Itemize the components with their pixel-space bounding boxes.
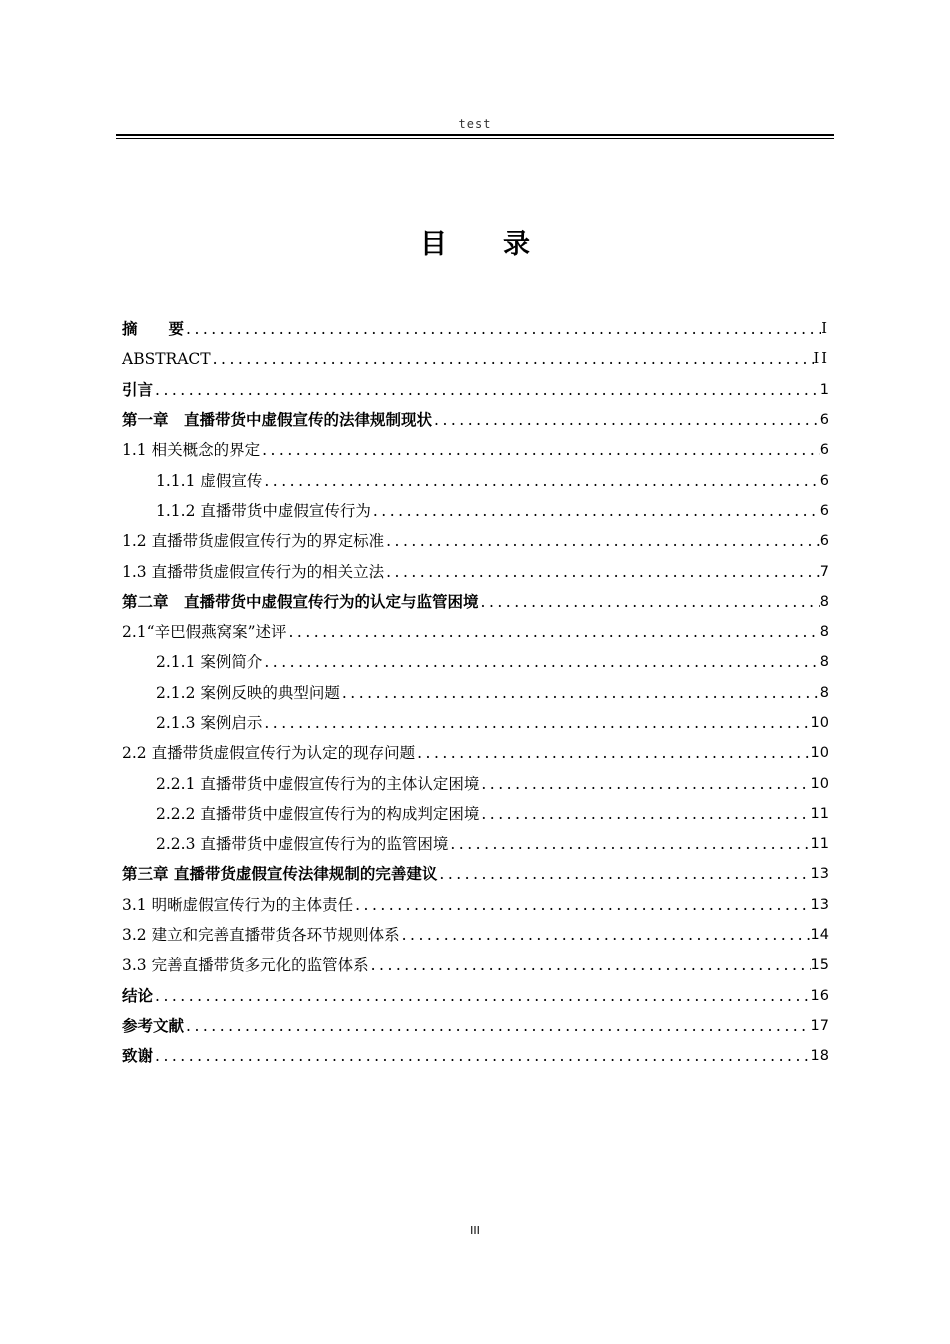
- toc-entry-page-number: II: [813, 351, 829, 368]
- toc-entry-label: 参考文献: [122, 1016, 185, 1035]
- toc-entry-page-number: 15: [810, 957, 829, 974]
- toc-entry[interactable]: [122, 465, 829, 495]
- toc-dot-leader: [260, 435, 820, 465]
- toc-entry-label: 2.2.2 直播带货中虚假宣传行为的构成判定困境: [156, 804, 480, 823]
- toc-entry[interactable]: [122, 799, 829, 829]
- toc-entry-page-number: 1: [819, 381, 829, 398]
- toc-entry-page-number: 6: [819, 502, 829, 519]
- toc-entry-page-number: 8: [819, 684, 829, 701]
- toc-entry-label: 第一章 直播带货中虚假宣传的法律规制现状: [122, 411, 433, 430]
- toc-entry[interactable]: [122, 708, 829, 738]
- toc-entry-label: 1.1.1 虚假宣传: [156, 471, 263, 490]
- toc-dot-leader: [369, 950, 811, 980]
- toc-entry-page-number: 11: [810, 836, 829, 853]
- toc-entry-page-number: 14: [810, 927, 829, 944]
- toc-entry-page-number: 11: [810, 805, 829, 822]
- toc-entry[interactable]: [122, 1011, 829, 1041]
- toc-entry[interactable]: [122, 920, 829, 950]
- header-rule-thick: [116, 134, 834, 136]
- footer-page-number: III: [470, 1224, 480, 1237]
- toc-entry-label: 1.3 直播带货虚假宣传行为的相关立法: [122, 562, 385, 581]
- toc-dot-leader: [384, 557, 820, 587]
- toc-entry[interactable]: [122, 405, 829, 435]
- toc-entry-label: 2.2.3 直播带货中虚假宣传行为的监管困境: [156, 835, 449, 854]
- toc-dot-leader: [415, 738, 810, 768]
- toc-entry-page-number: 8: [819, 624, 829, 641]
- toc-entry-label: 第二章 直播带货中虚假宣传行为的认定与监管困境: [122, 592, 479, 611]
- toc-dot-leader: [340, 678, 820, 708]
- toc-dot-leader: [479, 769, 810, 799]
- toc-entry[interactable]: [122, 314, 829, 344]
- toc-entry-label: 1.1.2 直播带货中虚假宣传行为: [156, 501, 371, 520]
- toc-dot-leader: [262, 647, 819, 677]
- toc-entry-page-number: 10: [810, 775, 829, 792]
- toc-dot-leader: [184, 314, 821, 344]
- toc-entry[interactable]: [122, 950, 829, 980]
- toc-dot-leader: [184, 1011, 811, 1041]
- toc-entry-page-number: 10: [810, 715, 829, 731]
- table-of-contents: [122, 314, 829, 1071]
- toc-entry[interactable]: [122, 617, 829, 647]
- toc-entry[interactable]: [122, 556, 829, 586]
- toc-entry-label: 结论: [122, 986, 154, 1005]
- toc-entry-page-number: 17: [810, 1017, 829, 1034]
- toc-dot-leader: [400, 920, 811, 950]
- toc-entry-page-number: 8: [819, 593, 829, 610]
- toc-entry-label: 2.1.3 案例启示: [156, 714, 263, 732]
- toc-entry[interactable]: [122, 526, 829, 556]
- toc-entry-label: 1.2 直播带货虚假宣传行为的界定标准: [122, 532, 385, 551]
- toc-dot-leader: [479, 587, 820, 617]
- toc-entry-page-number: 6: [819, 442, 829, 459]
- toc-entry[interactable]: [122, 435, 829, 465]
- toc-entry[interactable]: [122, 375, 829, 405]
- toc-dot-leader: [371, 496, 820, 526]
- toc-entry-label: 2.2 直播带货虚假宣传行为认定的现存问题: [122, 744, 416, 763]
- toc-entry-page-number: 10: [810, 745, 829, 762]
- toc-entry[interactable]: [122, 768, 829, 798]
- toc-dot-leader: [287, 617, 820, 647]
- toc-entry-page-number: 18: [810, 1048, 829, 1065]
- toc-entry[interactable]: [122, 496, 829, 526]
- toc-entry-page-number: 13: [810, 896, 829, 913]
- toc-dot-leader: [437, 859, 810, 889]
- toc-dot-leader: [353, 890, 810, 920]
- toc-entry-label: 致谢: [122, 1047, 154, 1066]
- toc-dot-leader: [153, 981, 811, 1011]
- toc-entry-label: 1.1 相关概念的界定: [122, 441, 261, 460]
- toc-entry-page-number: 13: [810, 866, 829, 883]
- toc-title: 目录: [420, 229, 586, 260]
- toc-entry-label: 第三章 直播带货虚假宣传法律规制的完善建议: [122, 865, 438, 884]
- toc-dot-leader: [432, 405, 820, 435]
- toc-entry-label: ABSTRACT: [122, 350, 211, 369]
- page-header-text: test: [458, 117, 492, 131]
- toc-entry-label: 3.1 明晰虚假宣传行为的主体责任: [122, 895, 354, 914]
- toc-entry[interactable]: [122, 890, 829, 920]
- toc-dot-leader: [479, 799, 810, 829]
- toc-entry[interactable]: [122, 829, 829, 859]
- toc-dot-leader: [153, 1041, 811, 1071]
- toc-entry-page-number: 6: [819, 472, 829, 489]
- toc-entry-page-number: I: [821, 321, 829, 338]
- toc-entry-label: 摘 要: [122, 320, 185, 339]
- toc-entry-label: 2.1“辛巴假燕窝案”述评: [122, 623, 287, 642]
- toc-dot-leader: [448, 829, 810, 859]
- toc-entry[interactable]: [122, 587, 829, 617]
- toc-entry[interactable]: [122, 981, 829, 1011]
- toc-dot-leader: [211, 344, 814, 374]
- toc-entry-label: 2.2.1 直播带货中虚假宣传行为的主体认定困境: [156, 774, 480, 793]
- toc-entry[interactable]: [122, 859, 829, 889]
- toc-entry-label: 3.3 完善直播带货多元化的监管体系: [122, 956, 369, 975]
- toc-entry-label: 3.2 建立和完善直播带货各环节规则体系: [122, 926, 400, 945]
- toc-entry-page-number: 7: [819, 563, 829, 580]
- toc-entry-page-number: 8: [819, 654, 829, 671]
- toc-entry-label: 引言: [122, 380, 154, 399]
- header-rule-thin: [116, 138, 834, 139]
- toc-entry[interactable]: [122, 344, 829, 374]
- toc-entry-page-number: 16: [810, 987, 829, 1004]
- toc-entry-page-number: 6: [819, 412, 829, 429]
- toc-entry[interactable]: [122, 678, 829, 708]
- toc-entry-page-number: 6: [819, 533, 829, 550]
- toc-dot-leader: [384, 526, 820, 556]
- toc-entry[interactable]: [122, 647, 829, 677]
- toc-entry-label: 2.1.2 案例反映的典型问题: [156, 683, 340, 702]
- toc-dot-leader: [262, 466, 819, 496]
- toc-dot-leader: [262, 708, 810, 738]
- toc-dot-leader: [153, 375, 820, 405]
- toc-entry[interactable]: [122, 1041, 829, 1071]
- toc-entry[interactable]: [122, 738, 829, 768]
- toc-entry-label: 2.1.1 案例简介: [156, 653, 263, 672]
